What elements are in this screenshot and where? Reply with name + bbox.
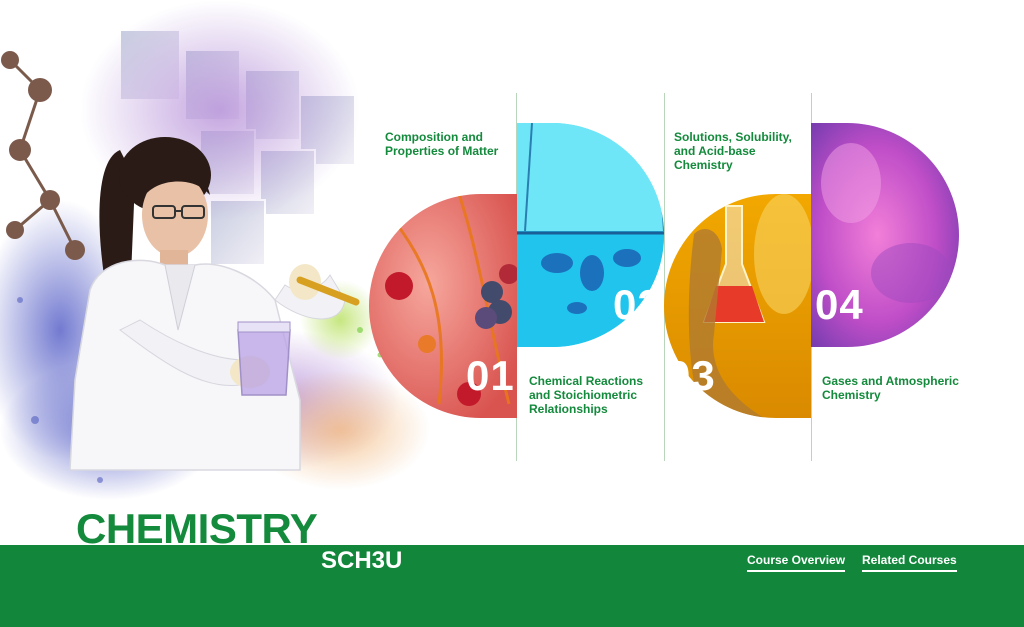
unit-01-label[interactable]: Composition and Properties of Matter [385, 130, 499, 158]
course-code: SCH3U [321, 547, 403, 574]
unit-01-number: 01 [466, 352, 515, 399]
unit-02-label[interactable]: Chemical Reactions and Stoichiometric Relationships [529, 374, 644, 416]
unit-04-number: 04 [815, 281, 864, 328]
unit-03-number: 03 [667, 352, 716, 399]
course-overview-link[interactable]: Course Overview [747, 553, 845, 572]
unit-04-label[interactable]: Gases and Atmospheric Chemistry [822, 374, 959, 402]
unit-02-number: 02 [613, 281, 662, 328]
page-title: CHEMISTRY [76, 505, 318, 552]
divider [664, 93, 665, 461]
unit-03-label[interactable]: Solutions, Solubility, and Acid-base Chemistry [674, 130, 792, 172]
related-courses-link[interactable]: Related Courses [862, 553, 957, 572]
